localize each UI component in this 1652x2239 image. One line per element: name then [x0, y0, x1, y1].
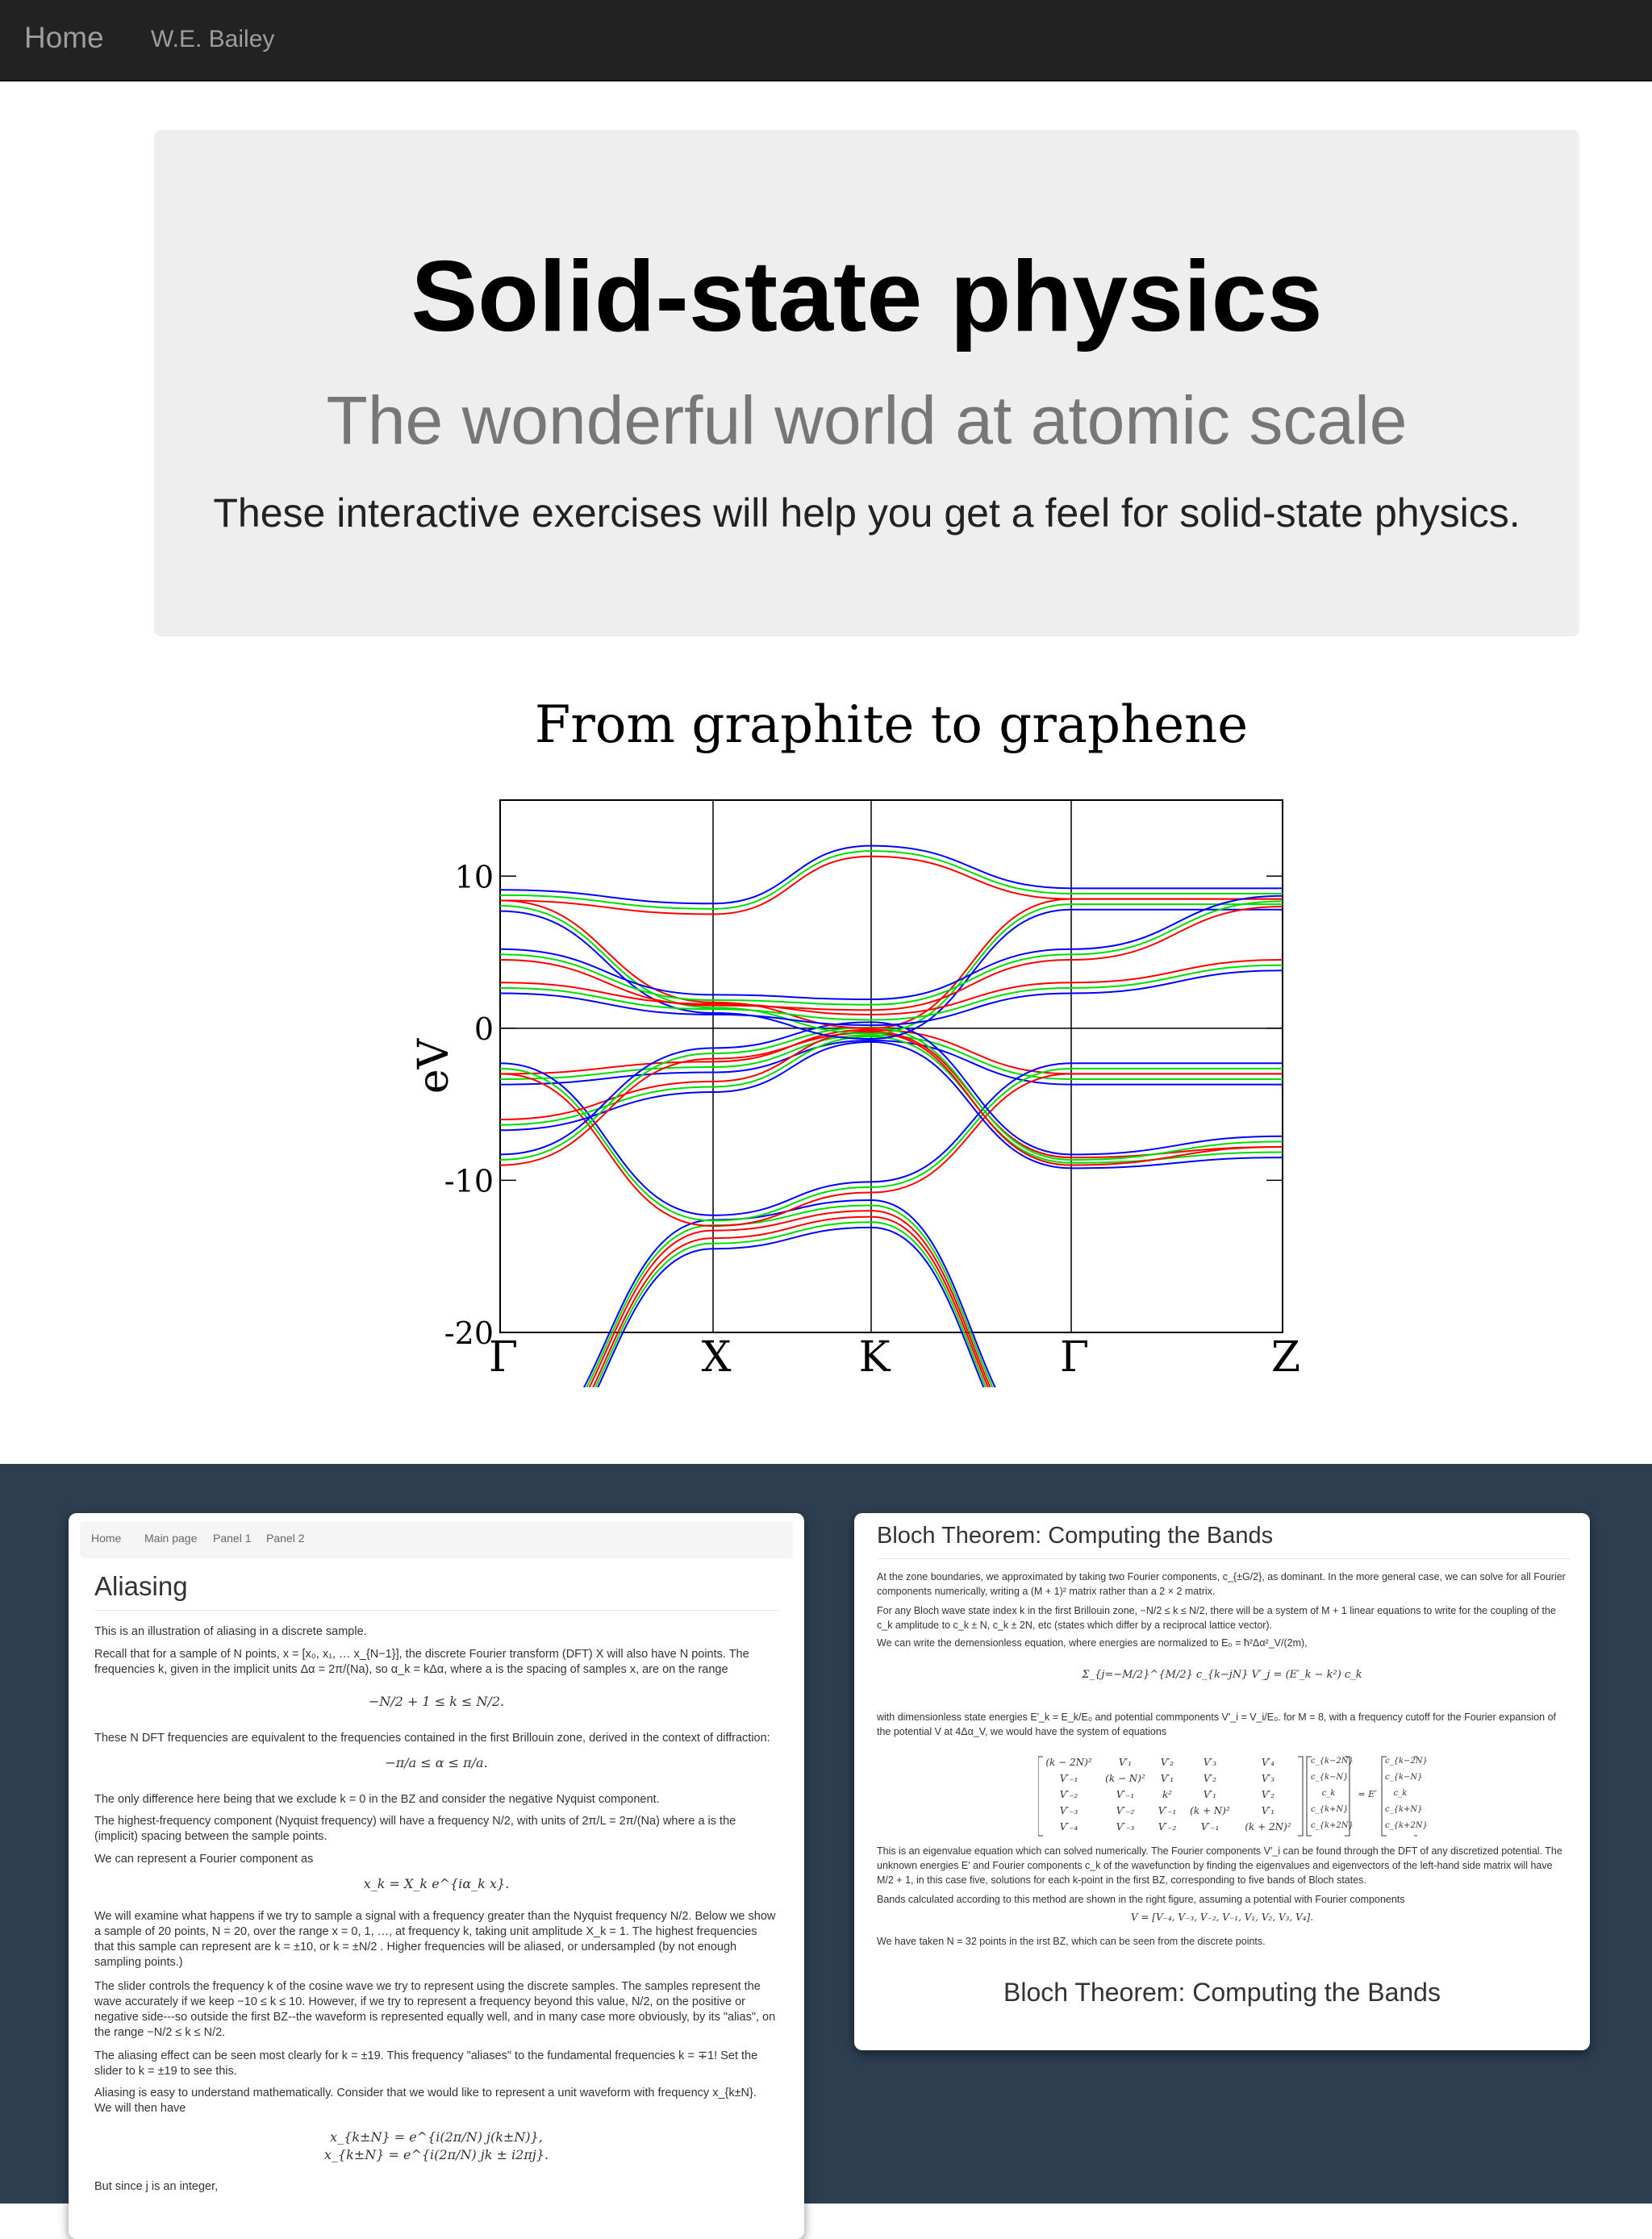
matrix-cell: (k + 2N)² — [1245, 1821, 1291, 1832]
matrix-cell: V′₃ — [1261, 1773, 1275, 1784]
matrix-cell: (k − N)² — [1105, 1773, 1145, 1784]
vector-c: c_{k+N} — [1311, 1805, 1349, 1814]
y-tick-label: 0 — [473, 1011, 494, 1047]
matrix-cell: V′₂ — [1261, 1789, 1275, 1800]
aliasing-p2: Recall that for a sample of N points, x = [x₀, x₁, … x_{N−1}], the discrete Fourier transform (DFT) X will also have N points. The frequencies k, given in the implicit units Δα = 2π/(Na), so α_k = kΔα, where a is the spacing of samples x, are on the range — [94, 1648, 749, 1676]
nav-link-author[interactable]: W.E. Bailey — [151, 26, 275, 52]
chart-title: From graphite to graphene — [534, 695, 1249, 755]
bloch-p1: At the zone boundaries, we approximated by taking two Fourier components, c_{±G/2}, as dominant. In the more general case, we can solve for all Fourier components numerically, writing a (M + 1)² matrix rather than a 2 × 2 matrix. — [877, 1571, 1566, 1597]
crumb-main-page[interactable]: Main page — [144, 1532, 198, 1545]
vector-c: c_{k−2N} — [1385, 1757, 1428, 1766]
jumbotron — [154, 130, 1579, 636]
matrix-cell: (k + N)² — [1190, 1805, 1230, 1816]
x-tick-label: Γ — [488, 1333, 519, 1382]
bloch-bottom-title: Bloch Theorem: Computing the Bands — [1003, 1978, 1441, 2007]
matrix-cell: (k − 2N)² — [1045, 1757, 1092, 1768]
aliasing-p9: The aliasing effect can be seen most clearly for k = ±19. This frequency "aliases" to the fundamental frequencies k = ∓1! Set the slider to k = ±19 to see this. — [94, 2049, 758, 2078]
matrix-cell: V′₋₁ — [1200, 1821, 1220, 1832]
aliasing-p1: This is an illustration of aliasing in a discrete sample. — [94, 1625, 367, 1638]
matrix-cell: V′₁ — [1261, 1805, 1275, 1816]
matrix-cell: V′₋₂ — [1059, 1789, 1078, 1800]
matrix-cell: V′₋₂ — [1116, 1805, 1135, 1816]
x-tick-label: X — [701, 1333, 732, 1382]
vector-c: c_{k+2N} — [1311, 1821, 1354, 1830]
vector-c: c_{k−N} — [1385, 1773, 1423, 1782]
matrix-cell: V′₋₃ — [1116, 1821, 1135, 1832]
page-subtitle: The wonderful world at atomic scale — [326, 382, 1408, 458]
band-line — [500, 851, 1283, 909]
band-line — [500, 1222, 1283, 1387]
band-line — [500, 1211, 1283, 1387]
vector-c: c_{k−N} — [1311, 1773, 1349, 1782]
y-tick-label: 10 — [454, 859, 494, 895]
bloch-p7: We have taken N = 32 points in the irst BZ, which can be seen from the discrete points. — [877, 1936, 1266, 1947]
band-structure-chart — [0, 661, 1652, 1387]
band-line — [500, 1036, 1283, 1163]
crumb-panel-1[interactable]: Panel 1 — [213, 1532, 252, 1545]
band-line — [500, 1033, 1283, 1165]
aliasing-eq4a: x_{k±N} = e^{i(2π/N) j(k±N)}, — [330, 2129, 543, 2145]
vector-c: c_{k+2N} — [1385, 1821, 1428, 1830]
aliasing-p6: We can represent a Fourier component as — [94, 1853, 314, 1866]
bloch-p3: We can write the demensionless equation, where energies are normalized to E₀ = ħ²Δα²_V/(2m), — [877, 1637, 1308, 1649]
x-tick-label: K — [858, 1333, 891, 1382]
band-line — [500, 1028, 1283, 1160]
aliasing-p7: We will examine what happens if we try to sample a signal with a frequency greater than the Nyquist frequency N/2. Below we show a sample of 20 points, N = 20, over the range x = 0, 1, …, at frequency k, taking unit amplitude X_k = 1. The highest frequencies that this sample can represent are k = ±10, or k = ±N/2 . Higher frequencies will be aliased, or undersampled (by not enough sampling points.) — [94, 1910, 776, 1969]
band-line — [500, 857, 1283, 915]
divider — [877, 1558, 1571, 1559]
bloch-p5: This is an eigenvalue equation which can solved numerically. The Fourier components V′_i can be found through the DFT of any discretized potential. The unknown energies E′ and Fourier components c_k of the wavefunction by finding the eigenvalues and eigenvectors of the left-hand side matrix will have M/2 + 1, in this case five, solutions for each k-point in the first BZ, corresponding to five bands of Bloch states. — [877, 1845, 1562, 1886]
crumb-home[interactable]: Home — [91, 1532, 122, 1545]
band-line — [500, 1063, 1283, 1215]
nav-brand-home[interactable]: Home — [24, 21, 104, 54]
vector-c: c_k — [1321, 1789, 1336, 1798]
page-title: Solid-state physics — [411, 241, 1323, 352]
band-line — [500, 901, 1283, 1004]
aliasing-eq2: −π/a ≤ α ≤ π/a. — [385, 1755, 488, 1770]
aliasing-card[interactable] — [69, 1513, 804, 2239]
band-line — [500, 1217, 1283, 1387]
bloch-card[interactable] — [854, 1513, 1590, 2050]
bloch-p2: For any Bloch wave state index k in the first Brillouin zone, −N/2 ≤ k ≤ N/2, there will be a system of M + 1 linear equations to write for the coupling of the c_k amplitude to c_k ± N, c_k ± 2N, etc (states which differ by a reciprocal lattice vector). — [877, 1605, 1556, 1631]
aliasing-p10: Aliasing is easy to understand mathematically. Consider that we would like to represent a unit waveform with frequency x_{k±N}. We will then have — [94, 2087, 757, 2115]
band-line — [500, 1032, 1283, 1158]
band-line — [500, 1228, 1283, 1387]
band-line — [500, 1042, 1283, 1169]
aliasing-p5: The highest-frequency component (Nyquist frequency) will have a frequency N/2, with units of 2π/L = 2π/(Na) where a is the (implicit) spacing between the sample points. — [94, 1815, 736, 1843]
band-line — [500, 846, 1283, 904]
divider — [94, 1610, 778, 1611]
band-structure-figure — [0, 661, 1652, 1387]
navbar — [0, 0, 1652, 81]
matrix-cell: V′₋₁ — [1158, 1805, 1177, 1816]
band-line — [500, 1022, 1283, 1154]
aliasing-p8: The slider controls the frequency k of the cosine wave we try to represent using the discrete samples. The samples represent the wave accurately if we keep −10 ≤ k ≤ 10. However, if we try to represent a frequency beyond this value, N/2, on the positive or negative side---so outside the first BZ--the waveform is represented equally well, and in many case more obviously, by its "alias", on the range −N/2 ≤ k ≤ N/2. — [94, 1980, 776, 2039]
band-line — [500, 1206, 1283, 1387]
y-tick-label: -20 — [444, 1315, 494, 1351]
matrix-cell: V′₋₄ — [1059, 1821, 1078, 1832]
bloch-p4: with dimensionless state energies E′_k = E_k/E₀ and potential commponents V′_i = V_i/E₀. for M = 8, with a frequency cutoff for the Fourier expansion of the potential V at 4Δα_V, we would have the system of equations — [877, 1712, 1557, 1737]
vector-c: c_{k+N} — [1385, 1805, 1423, 1814]
page-lead: These interactive exercises will help you get a feel for solid-state physics. — [213, 490, 1521, 536]
bloch-eq1: Σ_{j=−M/2}^{M/2} c_{k−jN} V′_j = (E′_k − k²) c_k — [1082, 1669, 1362, 1681]
matrix-cell: V′₋₂ — [1158, 1821, 1177, 1832]
aliasing-eq4b: x_{k±N} = e^{i(2π/N) jk ± i2πj}. — [323, 2147, 549, 2162]
matrix-cell: V′₋₃ — [1059, 1805, 1078, 1816]
band-line — [500, 1200, 1283, 1387]
bloch-eq2: V = [V₋₄, V₋₃, V₋₂, V₋₁, V₁, V₂, V₃, V₄]. — [1130, 1912, 1314, 1923]
aliasing-eq3: x_k = X_k e^{iα_k x}. — [363, 1876, 510, 1891]
bloch-title: Bloch Theorem: Computing the Bands — [877, 1523, 1274, 1549]
vector-c: c_k — [1393, 1789, 1408, 1798]
band-line — [500, 907, 1283, 1010]
matrix-eq-sign: = E′ — [1358, 1789, 1377, 1799]
x-tick-label: Z — [1270, 1333, 1301, 1382]
matrix-cell: V′₋₁ — [1059, 1773, 1078, 1784]
aliasing-p11: But since j is an integer, — [94, 2180, 219, 2193]
aliasing-p4: The only difference here being that we exclude k = 0 in the BZ and consider the negative Nyquist component. — [94, 1793, 660, 1806]
matrix-cell: k² — [1162, 1789, 1173, 1800]
matrix-cell: V′₁ — [1160, 1773, 1174, 1784]
y-axis-label: eV — [410, 1038, 458, 1094]
matrix-cell: V′₂ — [1160, 1757, 1174, 1768]
matrix-cell: V′₁ — [1118, 1757, 1133, 1768]
matrix-cell: V′₄ — [1261, 1757, 1275, 1768]
x-tick-label: Γ — [1059, 1333, 1090, 1382]
matrix-cell: V′₂ — [1203, 1773, 1217, 1784]
aliasing-eq1: −N/2 + 1 ≤ k ≤ N/2. — [368, 1694, 505, 1709]
breadcrumb — [80, 1521, 793, 1558]
vector-c: c_{k−2N} — [1311, 1757, 1354, 1766]
aliasing-title: Aliasing — [94, 1571, 188, 1601]
matrix-cell: V′₋₁ — [1116, 1789, 1135, 1800]
y-tick-label: -10 — [444, 1163, 494, 1199]
bloch-p6: Bands calculated according to this method are shown in the right figure, assuming a potential with Fourier components — [877, 1894, 1405, 1905]
matrix-cell: V′₁ — [1203, 1789, 1217, 1800]
matrix-cell: V′₃ — [1203, 1757, 1217, 1768]
aliasing-p3: These N DFT frequencies are equivalent to the frequencies contained in the first Brillouin zone, derived in the context of diffraction: — [94, 1732, 770, 1745]
crumb-panel-2[interactable]: Panel 2 — [266, 1532, 305, 1545]
